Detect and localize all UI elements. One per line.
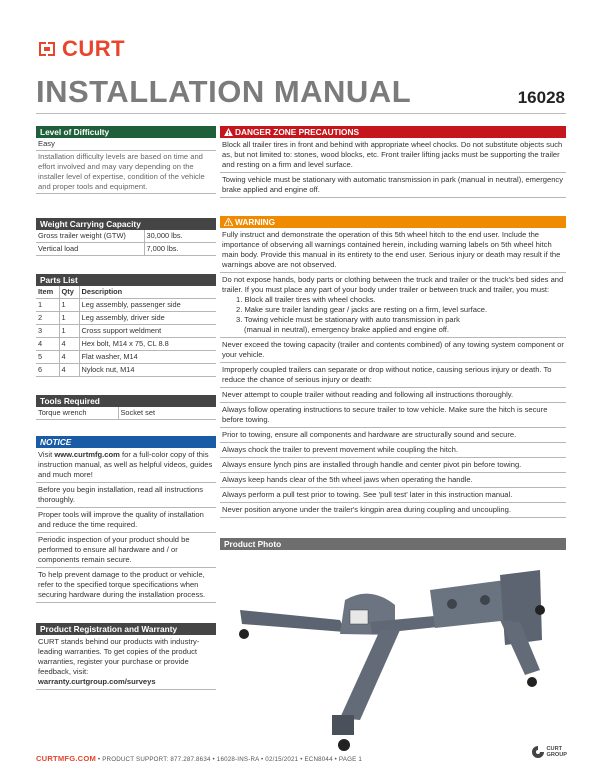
qty-cell: 4 xyxy=(59,338,79,351)
group-line-1: CURT xyxy=(546,746,563,752)
tools-section xyxy=(36,395,216,420)
table-row xyxy=(36,325,216,338)
warning-item: Always chock the trailer to prevent movement while coupling the hitch. xyxy=(220,443,566,458)
table-row xyxy=(36,230,216,243)
warning-paragraph xyxy=(220,273,566,338)
notice-header: NOTICE xyxy=(36,436,216,448)
brand-name: CURT xyxy=(62,36,126,61)
registration-text xyxy=(36,635,216,690)
warning-list-item: 1. Block all trailer tires with wheel chocks. xyxy=(236,295,376,304)
capacity-label: Gross trailer weight (GTW) xyxy=(36,230,144,243)
warning-item: Improperly coupled trailers can separate or drop without notice, causing serious injury or death. To reduce the chance of serious injury or death: xyxy=(220,363,566,388)
photo-section xyxy=(220,538,566,760)
warning-item: Always perform a pull test prior to towing. See 'pull test' later in this instruction manual. xyxy=(220,488,566,503)
description-cell: Leg assembly, driver side xyxy=(79,312,216,325)
table-row xyxy=(36,312,216,325)
danger-paragraph: Towing vehicle must be stationary with automatic transmission in park (manual in neutral), emergency brake applied and engine off. xyxy=(220,173,566,198)
danger-paragraph: Block all trailer tires in front and behind with appropriate wheel chocks. Do not substitute objects such as, but not limited to: stones, wood blocks, etc. Front trailer lifting jacks must be supporting the trailer and resting on a firm and level surface. xyxy=(220,138,566,173)
tools-table xyxy=(36,407,216,420)
description-cell: Hex bolt, M14 x 75, CL 8.8 xyxy=(79,338,216,351)
warning-title: WARNING xyxy=(235,217,276,227)
notice-paragraph: Before you begin installation, read all instructions thoroughly. xyxy=(36,483,216,508)
warning-header xyxy=(220,216,566,228)
warning-triangle-icon xyxy=(224,218,233,226)
warning-list-item: 3. Towing vehicle must be stationary with auto transmission in park xyxy=(236,315,460,324)
description-cell: Nylock nut, M14 xyxy=(79,364,216,377)
qty-cell: 1 xyxy=(59,312,79,325)
tools-header: Tools Required xyxy=(36,395,216,407)
parts-header: Parts List xyxy=(36,274,216,286)
qty-cell: 4 xyxy=(59,351,79,364)
footer xyxy=(36,754,362,763)
capacity-value: 7,000 lbs. xyxy=(144,243,216,256)
capacity-table xyxy=(36,230,216,256)
part-number: 16028 xyxy=(517,88,565,107)
registration-body: CURT stands behind our products with industry-leading warranties. To get copies of the product warranties, register your purchase or provide feedback, visit: xyxy=(38,637,200,676)
header-divider xyxy=(36,113,566,114)
notice-text: for a full-color copy of this instruction manual, as well as helpful videos, guides and much more! xyxy=(38,450,213,479)
footer-website[interactable]: CURTMFG.COM xyxy=(36,754,96,763)
capacity-label: Vertical load xyxy=(36,243,144,256)
warning-list-item: 2. Make sure trailer landing gear / jacks are resting on a firm, level surface. xyxy=(236,305,488,314)
description-cell: Cross support weldment xyxy=(79,325,216,338)
group-line-2: GROUP xyxy=(546,752,567,758)
website-link[interactable]: www.curtmfg.com xyxy=(54,450,120,459)
capacity-value: 30,000 lbs. xyxy=(144,230,216,243)
notice-section xyxy=(36,436,216,603)
qty-cell: 4 xyxy=(59,364,79,377)
table-row xyxy=(36,338,216,351)
danger-header xyxy=(220,126,566,138)
left-column xyxy=(36,126,216,690)
qty-cell: 1 xyxy=(59,325,79,338)
table-row xyxy=(36,243,216,256)
warranty-link[interactable]: warranty.curtgroup.com/surveys xyxy=(38,677,156,686)
table-row xyxy=(36,364,216,377)
registration-header: Product Registration and Warranty xyxy=(36,623,216,635)
item-cell: 5 xyxy=(36,351,59,364)
danger-title: DANGER ZONE PRECAUTIONS xyxy=(235,127,359,137)
product-photo xyxy=(220,550,566,760)
item-cell: 3 xyxy=(36,325,59,338)
parts-table xyxy=(36,286,216,377)
warning-intro: Do not expose hands, body parts or clothing between the truck and trailer or the truck's bed sides and trailer. If you must place any part of your body under trailer or between truck and trailer, you must: xyxy=(222,275,564,294)
difficulty-section xyxy=(36,126,216,194)
notice-text: Visit xyxy=(38,450,55,459)
curt-group-logo xyxy=(532,746,567,758)
warning-item: Always ensure lynch pins are installed through handle and center pivot pin before towing. xyxy=(220,458,566,473)
difficulty-level: Easy xyxy=(36,138,216,151)
item-cell: 6 xyxy=(36,364,59,377)
page-title: INSTALLATION MANUAL xyxy=(36,74,412,109)
column-header: Description xyxy=(79,286,216,299)
item-cell: 4 xyxy=(36,338,59,351)
photo-header: Product Photo xyxy=(220,538,566,550)
product-image xyxy=(220,550,566,760)
footer-info: • PRODUCT SUPPORT: 877.287.8634 • 16028-INS-RA • 02/15/2021 • ECN8044 • PAGE 1 xyxy=(96,756,363,763)
registration-section xyxy=(36,623,216,690)
item-cell: 2 xyxy=(36,312,59,325)
table-header-row xyxy=(36,286,216,299)
warning-item: Never position anyone under the trailer's kingpin area during coupling and uncoupling. xyxy=(220,503,566,518)
table-row xyxy=(36,351,216,364)
description-cell: Leg assembly, passenger side xyxy=(79,299,216,312)
notice-paragraph: Proper tools will improve the quality of installation and reduce the time required. xyxy=(36,508,216,533)
description-cell: Flat washer, M14 xyxy=(79,351,216,364)
curt-group-icon xyxy=(532,746,544,758)
notice-website xyxy=(36,448,216,483)
warning-item: Always follow operating instructions to secure trailer to tow vehicle. Make sure the hitch is secure before towing. xyxy=(220,403,566,428)
warning-item: Never exceed the towing capacity (trailer and contents combined) of any towing system component or your vehicle. xyxy=(220,338,566,363)
column-header: Item xyxy=(36,286,59,299)
tool-item: Socket set xyxy=(118,407,216,420)
difficulty-note: Installation difficulty levels are based on time and effort involved and may vary depending on the installer level of expertise, condition of the vehicle and proper tools and equipment. xyxy=(36,151,216,194)
curt-gear-icon xyxy=(36,40,58,58)
table-row xyxy=(36,299,216,312)
right-column xyxy=(220,126,566,760)
column-header: Qty xyxy=(59,286,79,299)
warning-list-item: (manual in neutral), emergency brake applied and engine off. xyxy=(244,325,450,334)
notice-paragraph: To help prevent damage to the product or vehicle, refer to the specified torque specifications when securing hardware during the installation process. xyxy=(36,568,216,603)
warning-paragraph: Fully instruct and demonstrate the operation of this 5th wheel hitch to the end user. Include the importance of observing all warnings contained herein, including warning labels on 5th wheel hitch main body. Provide this manual in its entirety to the end user. Serious injury or death may result if the warnings above are not observed. xyxy=(220,228,566,273)
capacity-header: Weight Carrying Capacity xyxy=(36,218,216,230)
qty-cell: 1 xyxy=(59,299,79,312)
table-row xyxy=(36,407,216,420)
capacity-section xyxy=(36,218,216,256)
difficulty-header: Level of Difficulty xyxy=(36,126,216,138)
curt-logo xyxy=(36,36,125,62)
parts-section xyxy=(36,274,216,377)
notice-paragraph: Periodic inspection of your product should be performed to ensure all hardware and / or components remain secure. xyxy=(36,533,216,568)
warning-item: Prior to towing, ensure all components and hardware are structurally sound and secure. xyxy=(220,428,566,443)
warning-item: Never attempt to couple trailer without reading and following all instructions thoroughly. xyxy=(220,388,566,403)
item-cell: 1 xyxy=(36,299,59,312)
warning-section xyxy=(220,216,566,518)
warning-item: Always keep hands clear of the 5th wheel jaws when operating the handle. xyxy=(220,473,566,488)
warning-triangle-icon xyxy=(224,128,233,136)
tool-item: Torque wrench xyxy=(36,407,118,420)
danger-section xyxy=(220,126,566,198)
